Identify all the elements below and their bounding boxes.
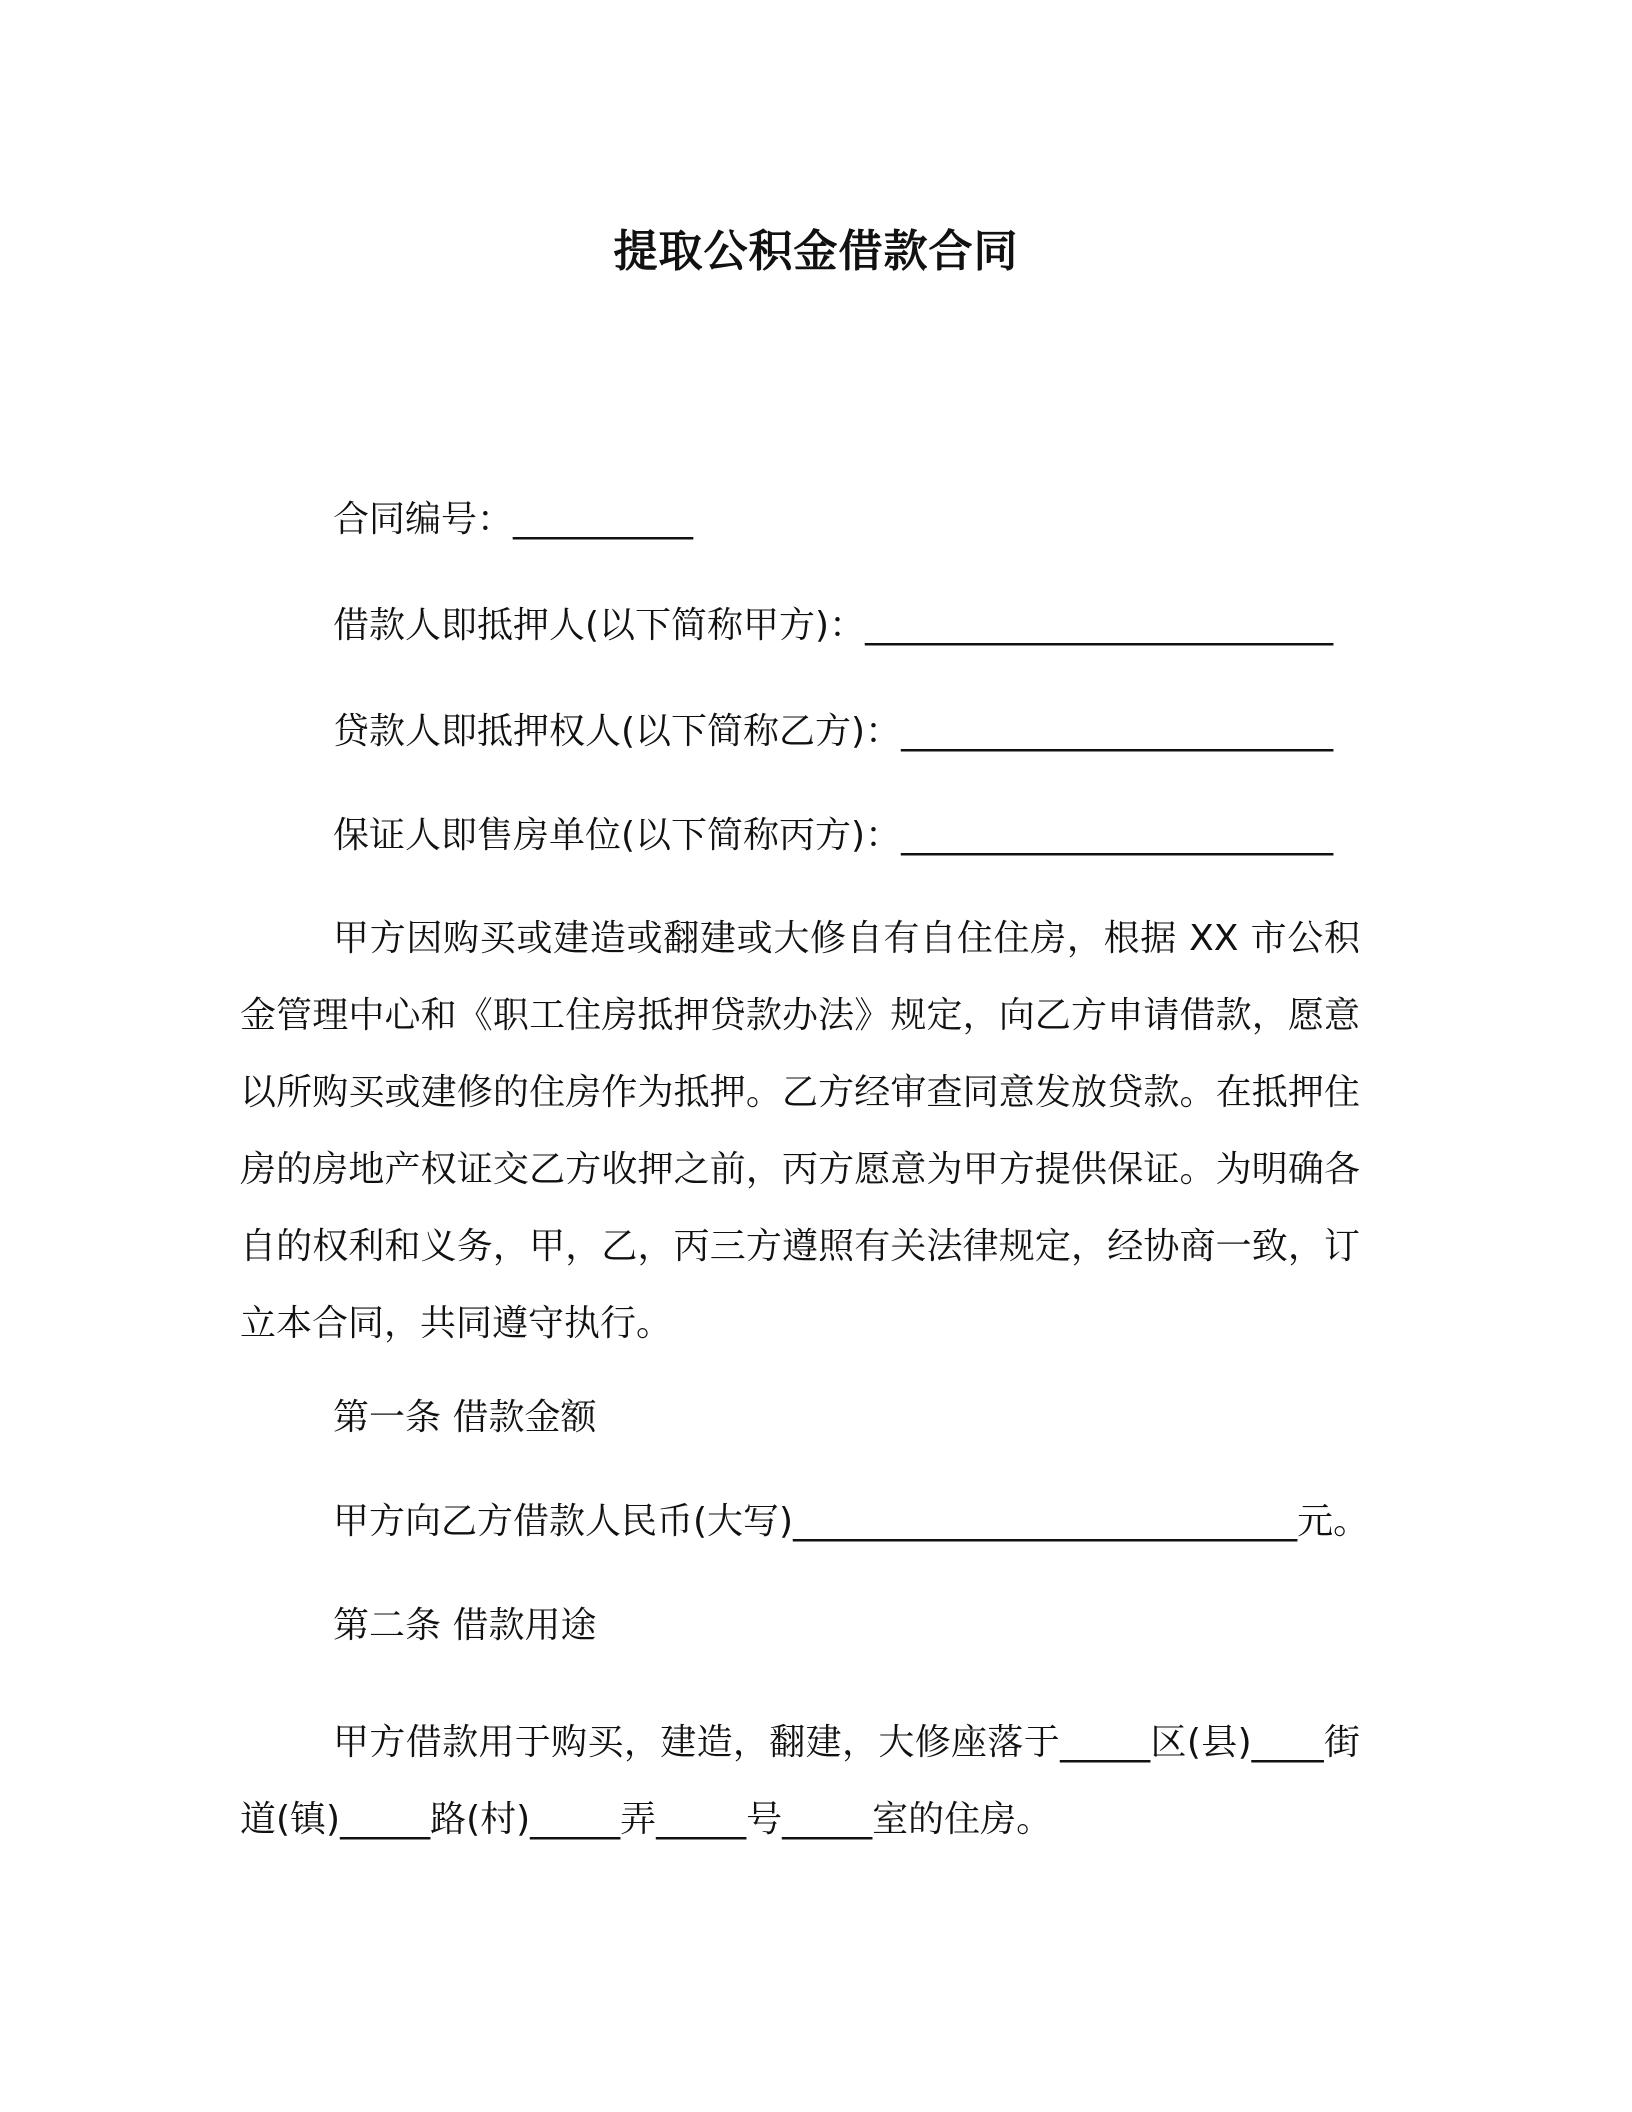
article-1-text: 甲方向乙方借款人民币(大写)____________________________元。	[333, 1501, 1370, 1542]
preamble-paragraph: 甲方因购买或建造或翻建或大修自有自住住房，根据 XX 市公积金管理中心和《职工住房抵押贷款办法》规定，向乙方申请借款，愿意以所购买或建修的住房作为抵押。乙方经审查同意发放贷款。在抵押住房的房地产权证交乙方收押之前，丙方愿意为甲方提供保证。为明确各自的权利和义务，甲，乙，丙三方遵照有关法律规定，经协商一致，订立本合同，共同遵守执行。	[240, 918, 1360, 1344]
party-c-line: 保证人即售房单位(以下简称丙方)：________________________	[333, 815, 1334, 856]
contract-number-line: 合同编号：__________	[333, 499, 694, 540]
party-a-line: 借款人即抵押人(以下简称甲方)：__________________________	[333, 605, 1334, 646]
article-2-text: 甲方借款用于购买，建造，翻建，大修座落于_____区(县)____街道(镇)_____路(村)_____弄_____号_____室的住房。	[240, 1722, 1360, 1840]
article-2-heading: 第二条 借款用途	[333, 1605, 597, 1646]
document-title: 提取公积金借款合同	[613, 226, 1019, 277]
party-b-line: 贷款人即抵押权人(以下简称乙方)：________________________	[333, 711, 1334, 752]
article-1-heading: 第一条 借款金额	[333, 1397, 597, 1438]
